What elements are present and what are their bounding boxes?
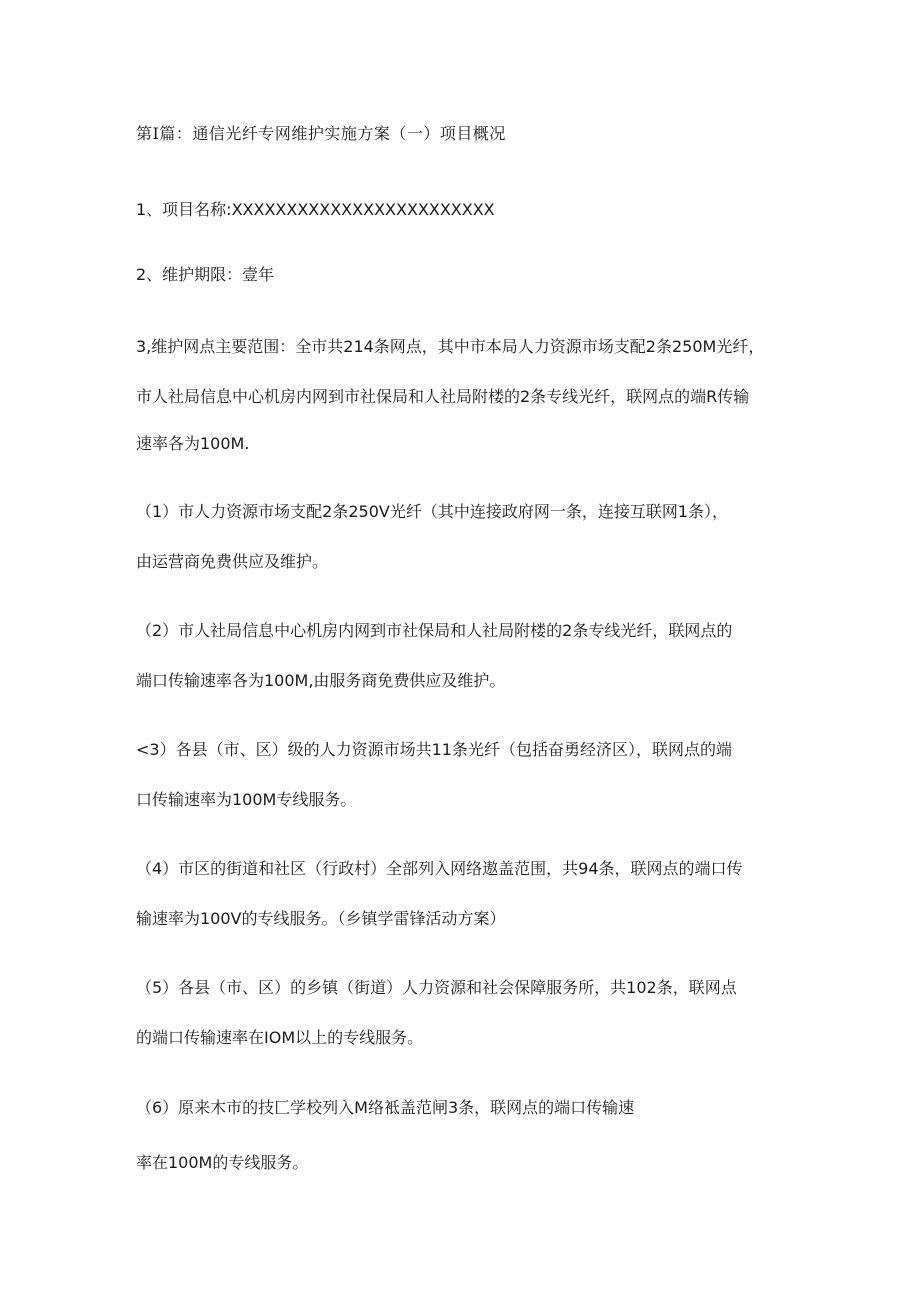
sub-item-4-line-2: 输速率为100V的专线服务。（乡镇学雷锋活动方案） xyxy=(136,909,506,928)
item-scope-line-3: 速率各为100M. xyxy=(136,434,250,453)
sub-item-3-line-1: <3）各县（市、区）级的人力资源市场共11条光纤（包括奋勇经济区），联网点的端 xyxy=(136,740,732,759)
sub-item-4-line-1: （4）市区的街道和社区（行政村）全部列入网络遨盖范围，共94条，联网点的端口传 xyxy=(136,859,743,878)
item-maintenance-period: 2、维护期限：壹年 xyxy=(136,265,275,284)
sub-item-1-line-2: 由运营商免费供应及维护。 xyxy=(136,552,329,571)
item-project-name: 1、项目名称:XXXXXXXXXXXXXXXXXXXXXXXX xyxy=(136,200,495,219)
sub-item-6-line-2: 率在100M的专线服务。 xyxy=(136,1153,309,1172)
sub-item-2-line-1: （2）市人社局信息中心机房内网到市社保局和人社局附楼的2条专线光纤，联网点的 xyxy=(136,621,733,640)
sub-item-2-line-2: 端口传输速率各为100M,由服务商免费供应及维护。 xyxy=(136,671,506,690)
sub-item-1-line-1: （1）市人力资源市场支配2条250V光纤（其中连接政府网一条，连接互联网1条）， xyxy=(136,502,729,521)
item-scope-line-2: 市人社局信息中心机房内网到市社保局和人社局附楼的2条专线光纤，联网点的端R传输 xyxy=(136,387,750,406)
item-scope-line-1: 3,维护网点主要范围：全市共214条网点，其中市本局人力资源市场支配2条250M光纤， xyxy=(136,337,765,356)
document-title: 第Ⅰ篇：通信光纤专网维护实施方案（一）项目概况 xyxy=(136,124,506,143)
sub-item-5-line-1: （5）各县（市、区）的乡镇（街道）人力资源和社会保障服务所，共102条，联网点 xyxy=(136,978,737,997)
sub-item-3-line-2: 口传输速率为100M专线服务。 xyxy=(136,790,357,809)
sub-item-5-line-2: 的端口传输速率在IOM以上的专线服务。 xyxy=(136,1028,424,1047)
sub-item-6-line-1: （6）原来木市的技匚学校列入M络袛盖范闸3条，联网点的端口传输速 xyxy=(136,1098,635,1117)
